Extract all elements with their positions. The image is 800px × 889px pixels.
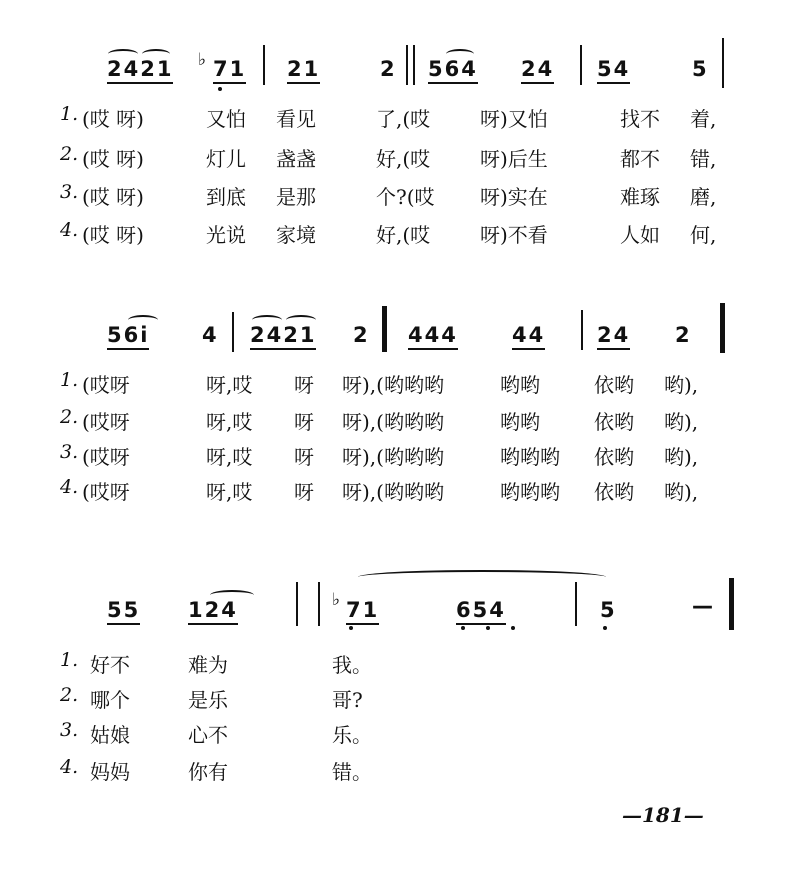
lyric: 依哟 <box>594 410 634 434</box>
lyric: 哟), <box>664 480 699 504</box>
note: 5 <box>600 598 617 622</box>
lyric: 磨, <box>690 185 717 209</box>
note-group: 54 <box>597 57 630 84</box>
verse-number: 2. <box>60 143 79 165</box>
lyric: 家境 <box>276 223 316 247</box>
bar-line <box>318 582 320 626</box>
flat-sign: ♭ <box>332 590 341 610</box>
lyric: 是那 <box>276 185 316 209</box>
lyric: 哟), <box>664 373 699 397</box>
note-group: 44 <box>512 323 545 350</box>
lyric: 到底 <box>206 185 246 209</box>
lyric: (哎 呀) <box>82 223 144 247</box>
bar-line <box>263 45 265 85</box>
lyric: 依哟 <box>594 445 634 469</box>
lyric: 呀)又怕 <box>480 107 548 131</box>
lyric: (哎 呀) <box>82 185 144 209</box>
slur <box>108 49 138 59</box>
lyric: 了,(哎 <box>376 107 431 131</box>
lyric: 我。 <box>332 653 372 677</box>
lyric: 难琢 <box>620 185 660 209</box>
lyric: 呀 <box>294 373 314 397</box>
slur <box>142 49 170 59</box>
lyric: 哟哟 <box>500 373 540 397</box>
lyric: 错。 <box>332 760 372 784</box>
lyric: 看见 <box>276 107 316 131</box>
bar-line <box>296 582 298 626</box>
slur <box>446 49 474 59</box>
lyric: 难为 <box>188 653 228 677</box>
lyric: (哎呀 <box>82 480 130 504</box>
note-group: 444 <box>408 323 458 350</box>
lyric: 找不 <box>620 107 660 131</box>
lyric: 个?(哎 <box>376 185 435 209</box>
bar-line <box>413 45 415 85</box>
lyric: 心不 <box>188 723 228 747</box>
lyric: 妈妈 <box>90 760 130 784</box>
note-group: 24 <box>597 323 630 350</box>
octave-dot <box>461 626 465 630</box>
lyric: 呀),(哟哟哟 <box>342 373 444 397</box>
verse-number: 1. <box>60 103 79 125</box>
lyric: 呀,哎 <box>206 373 253 397</box>
flat-sign: ♭ <box>198 50 207 70</box>
lyric: 依哟 <box>594 373 634 397</box>
verse-number: 1. <box>60 649 79 671</box>
note-group: 21 <box>287 57 320 84</box>
lyric: 哥? <box>332 688 363 712</box>
slur <box>128 315 158 325</box>
note-group: 56i <box>107 323 149 350</box>
lyric: 呀 <box>294 480 314 504</box>
note-group: 654 <box>456 598 506 625</box>
lyric: (哎 呀) <box>82 107 144 131</box>
note: 2 <box>380 57 397 81</box>
verse-number: 4. <box>60 219 79 241</box>
bar-line <box>720 303 725 353</box>
lyric: (哎呀 <box>82 410 130 434</box>
verse-number: 3. <box>60 441 79 463</box>
verse-number: 4. <box>60 756 79 778</box>
bar-line <box>581 310 583 350</box>
lyric: 光说 <box>206 223 246 247</box>
tie <box>358 570 606 584</box>
note: 2 <box>675 323 692 347</box>
lyric: 呀),(哟哟哟 <box>342 410 444 434</box>
verse-number: 1. <box>60 369 79 391</box>
note-group: 564 <box>428 57 478 84</box>
lyric: 你有 <box>188 760 228 784</box>
lyric: 灯儿 <box>206 147 246 171</box>
lyric: 盏盏 <box>276 147 316 171</box>
verse-number: 3. <box>60 181 79 203</box>
lyric: 呀 <box>294 445 314 469</box>
lyric: 哟哟 <box>500 410 540 434</box>
bar-line <box>575 582 577 626</box>
note-group: 2421 <box>250 323 316 350</box>
octave-dot <box>486 626 490 630</box>
lyric: 何, <box>690 223 717 247</box>
lyric: 着, <box>690 107 717 131</box>
lyric: 呀,哎 <box>206 410 253 434</box>
lyric: 姑娘 <box>90 723 130 747</box>
octave-dot <box>349 626 353 630</box>
octave-dot <box>218 87 222 91</box>
verse-number: 3. <box>60 719 79 741</box>
lyric: 呀,哎 <box>206 480 253 504</box>
lyric: (哎呀 <box>82 445 130 469</box>
bar-line <box>232 312 234 352</box>
lyric: 呀,哎 <box>206 445 253 469</box>
octave-dot <box>603 626 607 630</box>
note-group: 2421 <box>107 57 173 84</box>
lyric: 呀),(哟哟哟 <box>342 480 444 504</box>
verse-number: 2. <box>60 406 79 428</box>
lyric: 好,(哎 <box>376 223 431 247</box>
lyric: 是乐 <box>188 688 228 712</box>
lyric: 哟), <box>664 410 699 434</box>
bar-line <box>729 578 734 630</box>
note: 2 <box>353 323 370 347</box>
note: 5 <box>692 57 709 81</box>
lyric: 呀)不看 <box>480 223 548 247</box>
note-group: 124 <box>188 598 238 625</box>
bar-line <box>722 38 724 88</box>
lyric: 哟哟哟 <box>500 445 560 469</box>
lyric: 呀),(哟哟哟 <box>342 445 444 469</box>
lyric: 依哟 <box>594 480 634 504</box>
bar-line <box>406 45 408 85</box>
lyric: 错, <box>690 147 717 171</box>
lyric: 都不 <box>620 147 660 171</box>
lyric: 哟), <box>664 445 699 469</box>
note-group: 71 <box>213 57 246 84</box>
slur <box>210 590 254 600</box>
note-group: 55 <box>107 598 140 625</box>
lyric: 乐。 <box>332 723 372 747</box>
lyric: 好不 <box>90 653 130 677</box>
lyric: 呀)实在 <box>480 185 548 209</box>
lyric: 人如 <box>620 223 660 247</box>
lyric: 哟哟哟 <box>500 480 560 504</box>
slur <box>252 315 282 325</box>
lyric: (哎 呀) <box>82 147 144 171</box>
verse-number: 2. <box>60 684 79 706</box>
lyric: 又怕 <box>206 107 246 131</box>
note: 4 <box>202 323 219 347</box>
octave-dot <box>511 626 515 630</box>
lyric: 呀)后生 <box>480 147 548 171</box>
note-group: 24 <box>521 57 554 84</box>
note: — <box>692 594 715 618</box>
bar-line <box>580 45 582 85</box>
page-number: —181— <box>622 803 704 827</box>
slur <box>286 315 316 325</box>
lyric: 呀 <box>294 410 314 434</box>
note-group: 71 <box>346 598 379 625</box>
lyric: 好,(哎 <box>376 147 431 171</box>
bar-line <box>382 306 387 352</box>
lyric: 哪个 <box>90 688 130 712</box>
verse-number: 4. <box>60 476 79 498</box>
lyric: (哎呀 <box>82 373 130 397</box>
